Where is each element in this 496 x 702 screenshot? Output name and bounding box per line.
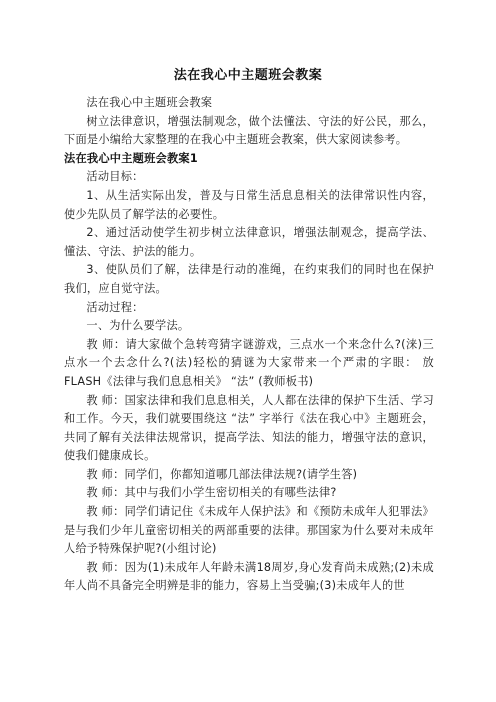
document-body bbox=[64, 94, 434, 596]
body-paragraph: 树立法律意识，增强法制观念，做个法懂法、守法的好公民，那么，下面是小编给大家整理的在我心中主题班会教案，供大家阅读参考。 bbox=[64, 114, 434, 147]
body-paragraph: 一、为什么要学法。 bbox=[86, 319, 190, 333]
body-paragraph: 教 师：请大家做个急转弯猜字谜游戏，三点水一个来念什么?(涞)三点水一个去念什么?(法)轻松的猜谜为大家带来一个严肃的字眼： 放FLASH《法律与我们息息相关》 “法” (教师板书) bbox=[64, 337, 434, 388]
body-paragraph: 活动目标： bbox=[86, 170, 144, 184]
body-paragraph: 教 师：同学们，你都知道哪几部法律法规?(请学生答) bbox=[86, 467, 358, 481]
section-heading: 法在我心中主题班会教案1 bbox=[64, 151, 198, 165]
body-paragraph: 2、通过活动使学生初步树立法律意识，增强法制观念，提高学法、懂法、守法、护法的能力。 bbox=[64, 226, 434, 258]
body-paragraph: 1、从生活实际出发，普及与日常生活息息相关的法律常识性内容，使少先队员了解学法的必要性。 bbox=[64, 188, 434, 221]
body-paragraph: 教 师：因为(1)未成年人年龄未满18周岁,身心发育尚未成熟;(2)未成年人尚不具备完全明辨是非的能力，容易上当受骗;(3)未成年人的世 bbox=[64, 560, 434, 593]
body-paragraph: 3、使队员们了解，法律是行动的准绳，在约束我们的同时也在保护我们，应自觉守法。 bbox=[64, 263, 434, 295]
body-paragraph: 教 师：同学们请记住《未成年人保护法》和《预防未成年人犯罪法》是与我们少年儿童密切相关的两部重要的法律。那国家为什么要对未成年人给予特殊保护呢?(小组讨论) bbox=[64, 505, 434, 556]
body-paragraph: 教 师：国家法律和我们息息相关，人人都在法律的保护下生活、学习和工作。今天，我们就要围绕这 “法” 字举行《法在我心中》主题班会，共同了解有关法律法规常识，提高学法、知法的能力，增强守法的意识，使我们健康成长。 bbox=[64, 393, 434, 463]
document-title: 法在我心中主题班会教案 bbox=[173, 68, 323, 83]
body-paragraph: 法在我心中主题班会教案 bbox=[86, 96, 213, 109]
body-paragraph: 教 师：其中与我们小学生密切相关的有哪些法律? bbox=[86, 486, 337, 500]
body-paragraph: 活动过程： bbox=[86, 300, 144, 314]
